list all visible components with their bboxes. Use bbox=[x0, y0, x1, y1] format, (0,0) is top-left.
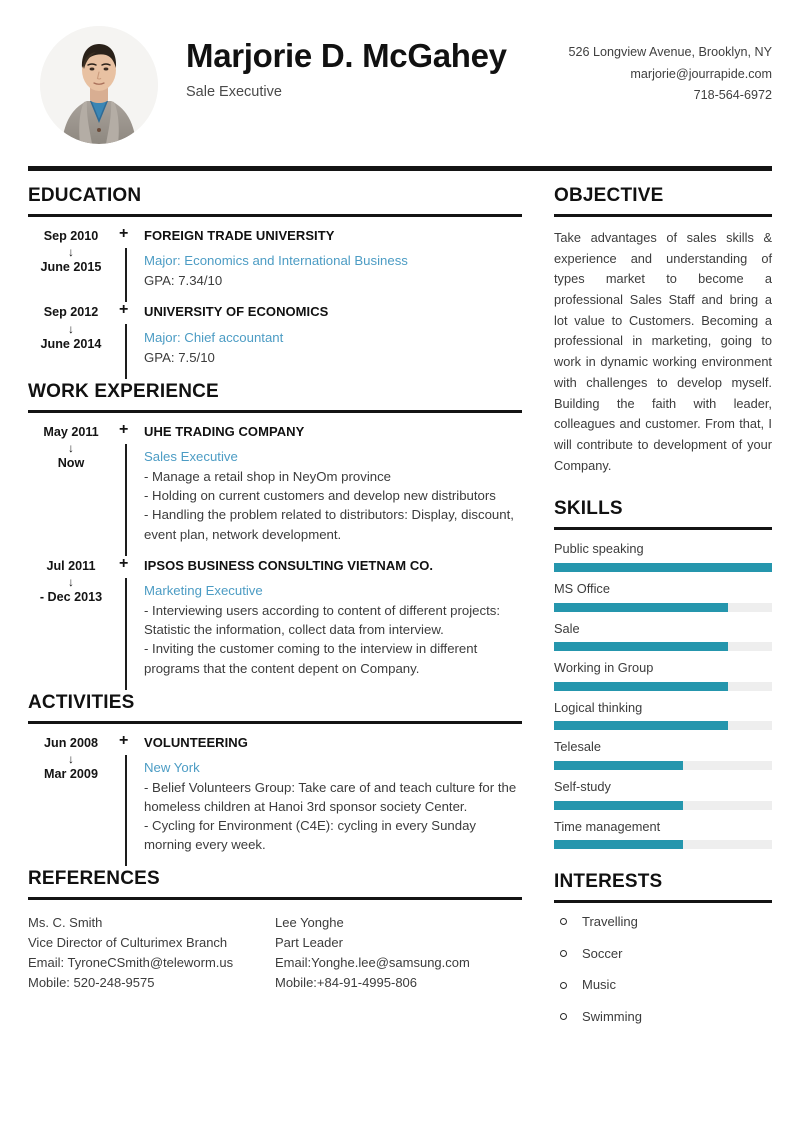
entry-detail-line: GPA: 7.5/10 bbox=[144, 349, 215, 365]
entry-organization: UHE TRADING COMPANY bbox=[144, 423, 305, 439]
skill-bar-track bbox=[554, 761, 772, 770]
skill-item bbox=[554, 700, 772, 731]
entry-end-date: Now bbox=[57, 456, 85, 471]
section-divider bbox=[28, 721, 522, 724]
skill-label: Sale bbox=[554, 620, 580, 636]
skill-bar-track bbox=[554, 801, 772, 810]
skill-item bbox=[554, 819, 772, 850]
down-arrow-icon: ↓ bbox=[68, 441, 74, 456]
education-entries bbox=[28, 224, 522, 379]
entry-organization: UNIVERSITY OF ECONOMICS bbox=[144, 304, 329, 320]
down-arrow-icon: ↓ bbox=[68, 575, 74, 590]
section-divider bbox=[554, 214, 772, 217]
skill-label: Logical thinking bbox=[554, 699, 643, 715]
timeline-entry bbox=[28, 420, 522, 556]
timeline-line bbox=[125, 248, 127, 303]
entry-organization: IPSOS BUSINESS CONSULTING VIETNAM CO. bbox=[144, 557, 434, 573]
objective-text: Take advantages of sales skills & experience and understanding of types market to become a professional Sales Staff and bring a lot value to Customers. Becoming a professional in marketing, going to work in dynamic working environment with challenges to develop myself. Building the faith with leader, colleagues and customer. From that, I will contribute to development of your Company. bbox=[554, 229, 772, 473]
interest-label: Travelling bbox=[582, 914, 638, 930]
section-references bbox=[28, 868, 522, 992]
skill-item bbox=[554, 779, 772, 810]
skill-label: Time management bbox=[554, 818, 661, 834]
contact-info bbox=[569, 26, 773, 107]
down-arrow-icon: ↓ bbox=[68, 245, 74, 260]
entry-start-date: Jul 2011 bbox=[46, 558, 96, 573]
resume-header bbox=[28, 0, 772, 162]
entry-dates bbox=[28, 304, 114, 379]
references-list bbox=[28, 911, 522, 993]
skills-list bbox=[554, 541, 772, 849]
contact-email[interactable]: marjorie@jourrapide.com bbox=[630, 66, 772, 81]
skill-item bbox=[554, 660, 772, 691]
skill-bar-fill bbox=[554, 840, 683, 849]
timeline-entry bbox=[28, 731, 522, 867]
skill-label: Telesale bbox=[554, 739, 601, 755]
entry-end-date: Mar 2009 bbox=[44, 767, 98, 782]
section-title-activities: ACTIVITIES bbox=[28, 691, 135, 713]
entry-dates bbox=[28, 424, 114, 556]
page-title: Marjorie D. McGahey bbox=[186, 37, 507, 74]
job-title: Sale Executive bbox=[186, 83, 282, 100]
skill-bar-track bbox=[554, 603, 772, 612]
skill-bar-track bbox=[554, 642, 772, 651]
skill-item bbox=[554, 621, 772, 652]
interest-item bbox=[554, 1009, 772, 1025]
entry-start-date: May 2011 bbox=[43, 424, 99, 439]
section-title-objective: OBJECTIVE bbox=[554, 185, 664, 206]
entry-body bbox=[140, 304, 522, 379]
contact-phone[interactable]: 718-564-6972 bbox=[693, 88, 772, 103]
down-arrow-icon: ↓ bbox=[68, 751, 74, 766]
entry-detail-line: - Cycling for Environment (C4E): cycling in every Sunday morning every week. bbox=[144, 818, 477, 853]
entry-detail-line: - Holding on current customers and develop new distributors bbox=[144, 488, 496, 504]
section-skills bbox=[554, 498, 772, 849]
plus-icon: + bbox=[119, 554, 129, 572]
section-divider bbox=[28, 214, 522, 217]
entry-marker bbox=[114, 731, 140, 867]
left-column bbox=[28, 185, 544, 1041]
plus-icon: + bbox=[119, 420, 129, 438]
entry-marker bbox=[114, 554, 140, 690]
entry-end-date: - Dec 2013 bbox=[39, 590, 103, 605]
entry-dates bbox=[28, 228, 114, 303]
entry-detail-line: - Manage a retail shop in NeyOm province bbox=[144, 469, 392, 485]
section-title-education: EDUCATION bbox=[28, 185, 142, 206]
skill-label: MS Office bbox=[554, 580, 610, 596]
skill-item bbox=[554, 541, 772, 572]
timeline-line bbox=[125, 324, 127, 379]
reference-name: Lee Yonghe bbox=[275, 915, 344, 931]
interests-list bbox=[554, 914, 772, 1024]
timeline-line bbox=[125, 578, 127, 690]
section-title-work-experience: WORK EXPERIENCE bbox=[28, 380, 219, 402]
interest-label: Soccer bbox=[582, 945, 623, 961]
name-block bbox=[158, 26, 569, 101]
work-experience-entries bbox=[28, 420, 522, 690]
entry-organization: VOLUNTEERING bbox=[144, 734, 248, 750]
entry-start-date: Sep 2010 bbox=[43, 228, 99, 243]
entry-role: Marketing Executive bbox=[144, 582, 263, 598]
profile-photo-illustration bbox=[40, 26, 158, 144]
section-divider bbox=[28, 897, 522, 900]
entry-end-date: June 2015 bbox=[40, 260, 102, 275]
skill-item bbox=[554, 739, 772, 770]
timeline-entry bbox=[28, 554, 522, 690]
reference-email[interactable]: Email:Yonghe.lee@samsung.com bbox=[275, 955, 470, 971]
entry-start-date: Jun 2008 bbox=[44, 735, 98, 750]
entry-detail-line: GPA: 7.34/10 bbox=[144, 273, 223, 289]
interest-item bbox=[554, 977, 772, 993]
reference-email[interactable]: Email: TyroneCSmith@teleworm.us bbox=[28, 955, 234, 971]
entry-body bbox=[140, 735, 522, 867]
skill-item bbox=[554, 581, 772, 612]
entry-start-date: Sep 2012 bbox=[43, 305, 99, 320]
reference-name: Ms. C. Smith bbox=[28, 915, 103, 931]
entry-detail-line: - Interviewing users according to content of different projects: Statistic the information, collect data from interview. bbox=[144, 603, 501, 638]
reference-role: Part Leader bbox=[275, 935, 343, 951]
entry-body bbox=[140, 228, 522, 303]
section-education bbox=[28, 185, 522, 379]
section-objective bbox=[554, 185, 772, 476]
entry-detail-line: - Handling the problem related to distributors: Display, discount, event plan, network development. bbox=[144, 507, 514, 542]
down-arrow-icon: ↓ bbox=[68, 321, 74, 336]
reference-item bbox=[275, 913, 522, 993]
skill-bar-fill bbox=[554, 563, 772, 572]
section-interests bbox=[554, 871, 772, 1024]
resume-body bbox=[28, 171, 772, 1041]
reference-mobile[interactable]: Mobile: 520-248-9575 bbox=[28, 974, 155, 990]
timeline-line bbox=[125, 755, 127, 867]
entry-role: Sales Executive bbox=[144, 449, 238, 464]
timeline-line bbox=[125, 444, 127, 556]
section-title-skills: SKILLS bbox=[554, 498, 623, 520]
timeline-entry bbox=[28, 224, 522, 303]
entry-detail-line: - Belief Volunteers Group: Take care of and teach culture for the homeless children at Hanoi 3rd sponsor society Center. bbox=[144, 779, 517, 815]
section-divider bbox=[554, 527, 772, 530]
right-column bbox=[544, 185, 772, 1041]
entry-marker bbox=[114, 224, 140, 303]
section-divider bbox=[554, 900, 772, 903]
section-activities bbox=[28, 692, 522, 867]
skill-label: Working in Group bbox=[554, 660, 654, 676]
interest-label: Swimming bbox=[582, 1008, 642, 1024]
section-title-references: REFERENCES bbox=[28, 868, 160, 890]
interest-label: Music bbox=[582, 977, 616, 993]
interest-item bbox=[554, 914, 772, 930]
reference-role: Vice Director of Culturimex Branch bbox=[28, 935, 228, 951]
entry-role: Major: Economics and International Business bbox=[144, 253, 408, 269]
skill-bar-fill bbox=[554, 642, 728, 651]
circle-bullet-icon bbox=[560, 950, 567, 957]
skill-bar-fill bbox=[554, 682, 728, 691]
circle-bullet-icon bbox=[560, 918, 567, 925]
plus-icon: + bbox=[119, 224, 129, 242]
entry-body bbox=[140, 558, 522, 690]
entry-role: Major: Chief accountant bbox=[144, 329, 284, 345]
entry-dates bbox=[28, 735, 114, 867]
skill-bar-fill bbox=[554, 721, 728, 730]
plus-icon: + bbox=[119, 731, 129, 749]
avatar bbox=[40, 26, 158, 152]
skill-bar-fill bbox=[554, 801, 683, 810]
section-title-interests: INTERESTS bbox=[554, 871, 663, 893]
interest-item bbox=[554, 946, 772, 962]
entry-body bbox=[140, 424, 522, 556]
skill-bar-track bbox=[554, 682, 772, 691]
skill-bar-track bbox=[554, 563, 772, 572]
plus-icon: + bbox=[119, 301, 129, 319]
section-work-experience bbox=[28, 381, 522, 690]
skill-bar-track bbox=[554, 840, 772, 849]
reference-item bbox=[28, 913, 275, 993]
entry-detail-line: - Inviting the customer coming to the interview in different programs that the content depent on Company. bbox=[144, 641, 478, 676]
entry-marker bbox=[114, 301, 140, 379]
skill-label: Public speaking bbox=[554, 541, 644, 557]
skill-bar-fill bbox=[554, 603, 728, 612]
activities-entries bbox=[28, 731, 522, 867]
entry-marker bbox=[114, 420, 140, 556]
skill-bar-fill bbox=[554, 761, 683, 770]
circle-bullet-icon bbox=[560, 982, 567, 989]
contact-address: 526 Longview Avenue, Brooklyn, NY bbox=[568, 45, 772, 59]
reference-mobile[interactable]: Mobile:+84-91-4995-806 bbox=[275, 974, 418, 990]
circle-bullet-icon bbox=[560, 1013, 567, 1020]
section-divider bbox=[28, 410, 522, 413]
entry-dates bbox=[28, 558, 114, 690]
skill-label: Self-study bbox=[554, 779, 611, 795]
timeline-entry bbox=[28, 301, 522, 379]
entry-role: New York bbox=[144, 759, 200, 775]
skill-bar-track bbox=[554, 721, 772, 730]
profile-photo bbox=[40, 26, 158, 144]
entry-end-date: June 2014 bbox=[40, 336, 102, 351]
entry-organization: FOREIGN TRADE UNIVERSITY bbox=[144, 227, 335, 243]
